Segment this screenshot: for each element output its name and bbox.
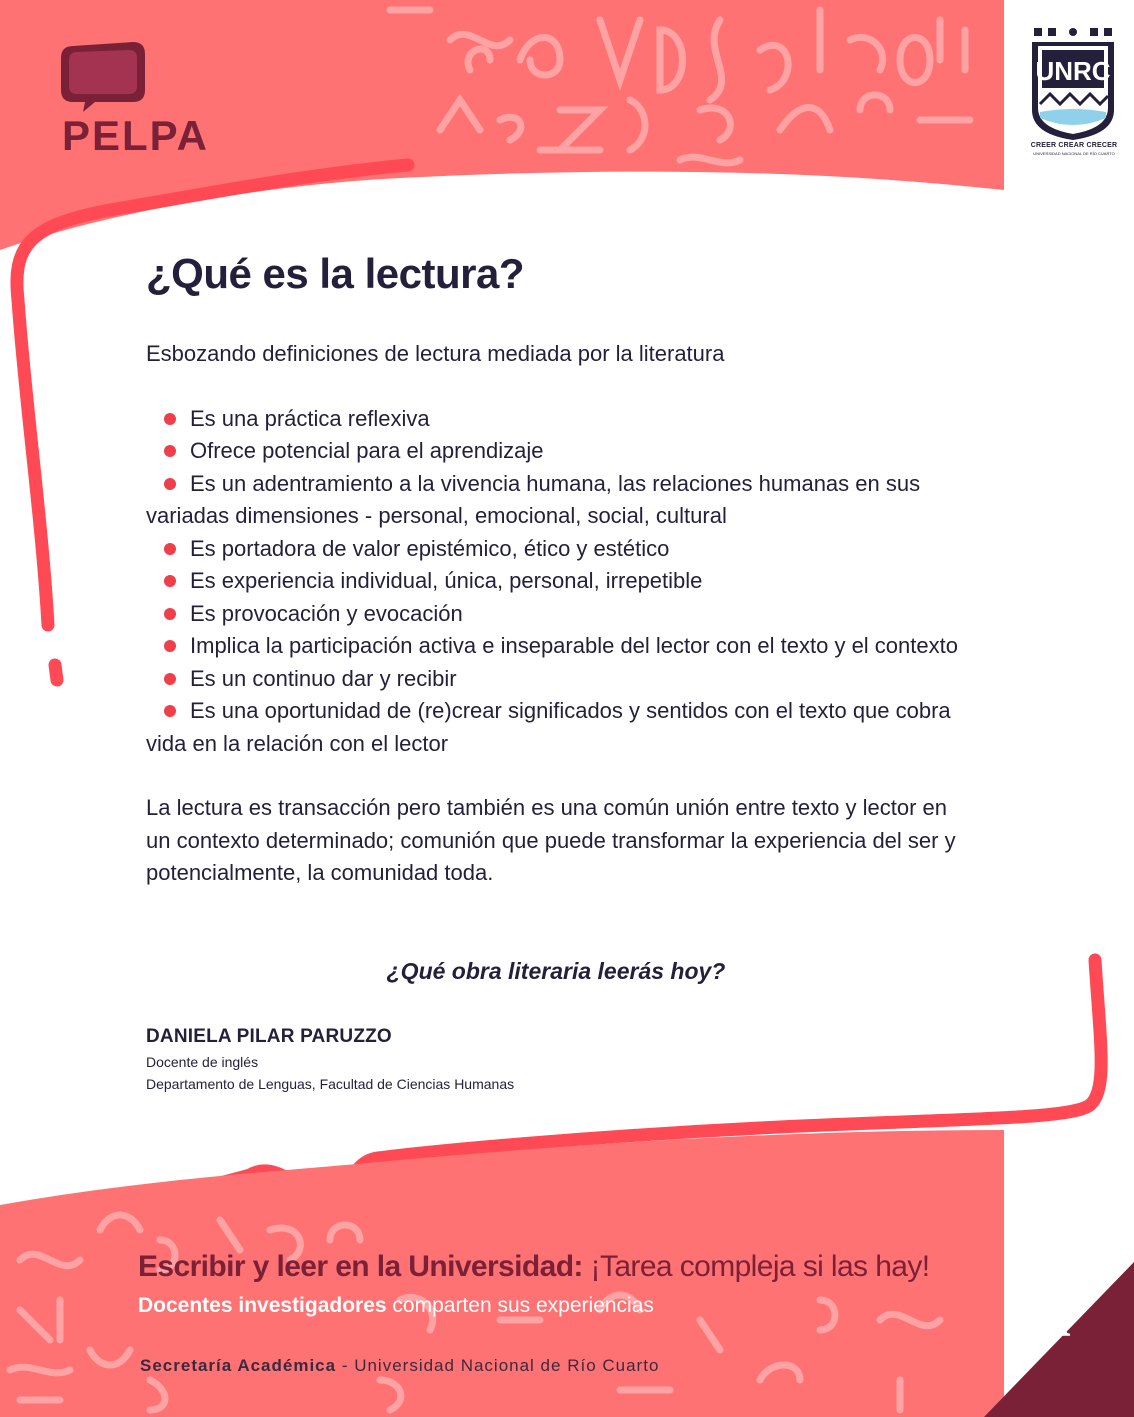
footer-title: Escribir y leer en la Universidad: ¡Tarea compleja si las hay!	[138, 1250, 930, 1283]
author-name: DANIELA PILAR PARUZZO	[146, 1026, 392, 1047]
university-name: UNIVERSIDAD NACIONAL DE RÍO CUARTO	[1033, 151, 1115, 156]
author-role: Docente de inglés	[146, 1054, 259, 1070]
article-body	[146, 338, 966, 890]
footer-subtitle: Docentes investigadores comparten sus experiencias	[138, 1294, 654, 1317]
article-intro: Esbozando definiciones de lectura mediada por la literatura	[146, 341, 725, 366]
list-item: Es un continuo dar y recibir	[146, 663, 966, 696]
definition-list	[146, 403, 966, 761]
list-item: Es un adentramiento a la vivencia humana, las relaciones humanas en sus variadas dimensiones - personal, emocional, social, cultural	[146, 470, 921, 528]
closing-question: ¿Qué obra literaria leerás hoy?	[386, 958, 726, 984]
author-department: Departamento de Lenguas, Facultad de Ciencias Humanas	[146, 1076, 515, 1092]
university-shield-logo	[1028, 22, 1118, 162]
academic-a-logo: A	[1030, 1287, 1071, 1349]
list-item: Es una oportunidad de (re)crear significados y sentidos con el texto que cobra vida en la relación con el lector	[146, 698, 951, 756]
page-title: ¿Qué es la lectura?	[146, 250, 524, 297]
bullet-dot-icon	[164, 445, 176, 457]
bullet-dot-icon	[164, 413, 176, 425]
brand-logo-text: PELPA	[62, 112, 209, 159]
bullet-dot-icon	[164, 478, 176, 490]
list-item: Es una práctica reflexiva	[146, 403, 966, 436]
list-item: Implica la participación activa e inseparable del lector con el texto y el contexto	[146, 630, 966, 663]
list-item: Es experiencia individual, única, personal, irrepetible	[146, 565, 966, 598]
list-item: Es portadora de valor epistémico, ético y estético	[146, 533, 966, 566]
bullet-dot-icon	[164, 608, 176, 620]
footer-credit: Secretaría Académica - Universidad Nacional de Río Cuarto	[140, 1356, 660, 1375]
bullet-dot-icon	[164, 543, 176, 555]
list-item: Es provocación y evocación	[146, 598, 966, 631]
bullet-dot-icon	[164, 640, 176, 652]
article-conclusion: La lectura es transacción pero también es una común unión entre texto y lector en un contexto determinado; comunión que puede transformar la experiencia del ser y potencialmente, la comunidad toda.	[146, 795, 956, 885]
bullet-dot-icon	[164, 575, 176, 587]
list-item: Ofrece potencial para el aprendizaje	[146, 435, 966, 468]
university-motto: CREER CREAR CRECER	[1030, 142, 1118, 149]
bullet-dot-icon	[164, 673, 176, 685]
bullet-dot-icon	[164, 705, 176, 717]
svg-text:UNRC: UNRC	[1035, 56, 1111, 86]
